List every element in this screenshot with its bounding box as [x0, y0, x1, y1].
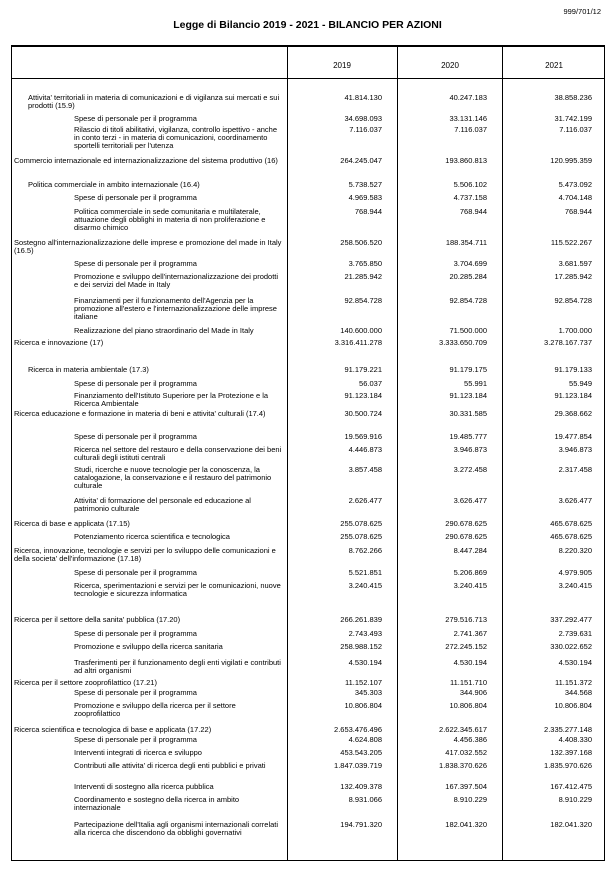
value-2021: 330.022.652 [550, 642, 592, 651]
value-2021: 92.854.728 [554, 296, 592, 305]
row-label: Ricerca per il settore della sanita' pubblica (17.20) [14, 615, 181, 624]
value-2020: 8.910.229 [453, 795, 487, 804]
value-2019: 140.600.000 [340, 326, 382, 335]
value-2020: 3.240.415 [453, 581, 487, 590]
row-label: Ricerca educazione e formazione in materia di beni e attivita' culturali (17.4) [14, 409, 266, 418]
value-2021: 344.568 [564, 688, 592, 697]
value-2020: 3.272.458 [453, 465, 487, 474]
value-2019: 194.791.320 [340, 820, 382, 829]
value-2020: 188.354.711 [445, 238, 487, 247]
value-2020: 3.333.650.709 [439, 338, 487, 347]
value-2019: 4.530.194 [348, 658, 382, 667]
value-2021: 19.477.854 [554, 432, 592, 441]
value-2019: 3.316.411.278 [334, 338, 382, 347]
value-2021: 2.739.631 [558, 629, 592, 638]
value-2021: 7.116.037 [559, 125, 592, 134]
value-2020: 2.622.345.617 [439, 725, 487, 734]
value-2019: 768.944 [354, 207, 382, 216]
value-2020: 279.516.713 [445, 615, 487, 624]
value-2019: 258.988.152 [340, 642, 382, 651]
value-2020: 91.179.175 [449, 365, 487, 374]
column-header-2021: 2021 [545, 61, 563, 70]
row-label: Commercio internazionale ed internazionalizzazione del sistema produttivo (16) [14, 156, 278, 165]
row-label: Ricerca e innovazione (17) [14, 338, 104, 347]
document-reference: 999/701/12 [563, 7, 601, 16]
value-2021: 182.041.320 [550, 820, 592, 829]
value-2021: 2.317.458 [558, 465, 592, 474]
value-2019: 34.698.093 [344, 114, 382, 123]
value-2019: 345.303 [354, 688, 382, 697]
value-2021: 167.412.475 [550, 782, 592, 791]
column-divider [397, 46, 398, 860]
value-2019: 5.738.527 [348, 180, 382, 189]
value-2021: 465.678.625 [550, 519, 592, 528]
row-label: Politica commerciale in sede comunitaria e multilaterale, attuazione degli obblighi in materia di non proliferazione e disarmo chimico [74, 207, 266, 233]
row-label: Interventi integrati di ricerca e sviluppo [74, 748, 202, 757]
value-2019: 10.806.804 [344, 701, 382, 710]
value-2020: 30.331.585 [449, 409, 487, 418]
row-label: Finanziamento dell'Istituto Superiore per la Protezione e la Ricerca Ambientale [74, 391, 269, 409]
value-2020: 167.397.504 [445, 782, 487, 791]
value-2019: 7.116.037 [349, 125, 382, 134]
row-label: Trasferimenti per il funzionamento degli enti vigilati e contributi ad altri organismi [74, 658, 281, 676]
row-label: Sostegno all'internazionalizzazione delle imprese e promozione del made in Italy (16.5) [14, 238, 282, 256]
row-label: Promozione e sviluppo dell'internazionalizzazione dei prodotti e dei servizi del Made in Italy [74, 272, 279, 290]
value-2021: 91.123.184 [554, 391, 592, 400]
value-2019: 255.078.625 [340, 519, 382, 528]
value-2020: 2.741.367 [453, 629, 487, 638]
value-2019: 2.626.477 [348, 496, 382, 505]
row-label: Attivita' territoriali in materia di comunicazioni e di vigilanza sui mercati e sui prodotti (15.9) [28, 93, 280, 111]
value-2020: 5.206.869 [453, 568, 487, 577]
value-2021: 4.704.148 [558, 193, 592, 202]
value-2021: 8.220.320 [558, 546, 592, 555]
value-2020: 8.447.284 [453, 546, 487, 555]
value-2020: 5.506.102 [453, 180, 487, 189]
row-label: Spese di personale per il programma [74, 379, 197, 388]
value-2019: 3.240.415 [348, 581, 382, 590]
value-2019: 2.653.476.496 [334, 725, 382, 734]
header-top-rule [12, 46, 604, 47]
value-2021: 91.179.133 [554, 365, 592, 374]
value-2020: 55.991 [464, 379, 487, 388]
header-bottom-rule [12, 78, 604, 79]
value-2019: 11.152.107 [345, 678, 382, 687]
value-2021: 8.910.229 [558, 795, 592, 804]
row-label: Coordinamento e sostegno della ricerca in ambito internazionale [74, 795, 240, 813]
value-2021: 5.473.092 [558, 180, 592, 189]
value-2020: 1.838.370.626 [439, 761, 487, 770]
value-2020: 19.485.777 [449, 432, 487, 441]
column-divider [502, 46, 503, 860]
value-2021: 4.408.330 [558, 735, 592, 744]
row-label: Spese di personale per il programma [74, 568, 197, 577]
value-2021: 29.368.662 [554, 409, 592, 418]
row-label: Ricerca scientifica e tecnologica di base e applicata (17.22) [14, 725, 212, 734]
value-2020: 4.737.158 [453, 193, 487, 202]
value-2019: 3.857.458 [348, 465, 382, 474]
value-2019: 255.078.625 [340, 532, 382, 541]
row-label: Spese di personale per il programma [74, 193, 197, 202]
value-2020: 272.245.152 [445, 642, 487, 651]
row-label: Ricerca per il settore zooprofilattico (17.21) [14, 678, 157, 687]
value-2020: 3.626.477 [453, 496, 487, 505]
value-2020: 71.500.000 [449, 326, 487, 335]
value-2020: 4.456.386 [453, 735, 487, 744]
value-2021: 115.522.267 [550, 238, 592, 247]
value-2019: 453.543.205 [340, 748, 382, 757]
page-title: Legge di Bilancio 2019 - 2021 - BILANCIO PER AZIONI [173, 19, 442, 31]
value-2020: 7.116.037 [454, 125, 487, 134]
value-2020: 417.032.552 [445, 748, 487, 757]
value-2021: 3.240.415 [558, 581, 592, 590]
value-2019: 266.261.839 [340, 615, 382, 624]
value-2020: 20.285.284 [449, 272, 487, 281]
column-divider [287, 46, 288, 860]
row-label: Studi, ricerche e nuove tecnologie per la conoscenza, la catalogazione, la conservazione e il restauro del patrimonio culturale [74, 465, 272, 491]
column-header-2020: 2020 [441, 61, 459, 70]
value-2021: 11.151.372 [555, 678, 592, 687]
row-label: Ricerca in materia ambientale (17.3) [28, 365, 149, 374]
value-2021: 337.292.477 [550, 615, 592, 624]
value-2019: 4.446.873 [348, 445, 382, 454]
value-2021: 10.806.804 [554, 701, 592, 710]
row-label: Spese di personale per il programma [74, 688, 197, 697]
value-2020: 193.860.813 [445, 156, 487, 165]
value-2019: 264.245.047 [340, 156, 382, 165]
value-2021: 3.626.477 [558, 496, 592, 505]
value-2021: 31.742.199 [554, 114, 592, 123]
value-2020: 92.854.728 [449, 296, 487, 305]
value-2019: 2.743.493 [348, 629, 382, 638]
value-2020: 3.946.873 [453, 445, 487, 454]
value-2020: 11.151.710 [450, 678, 487, 687]
value-2019: 8.762.266 [348, 546, 382, 555]
value-2020: 10.806.804 [449, 701, 487, 710]
value-2020: 290.678.625 [445, 519, 487, 528]
row-label: Spese di personale per il programma [74, 114, 197, 123]
value-2019: 3.765.850 [348, 259, 382, 268]
value-2019: 5.521.851 [348, 568, 382, 577]
value-2020: 33.131.146 [449, 114, 487, 123]
value-2020: 3.704.699 [453, 259, 487, 268]
value-2021: 38.858.236 [554, 93, 592, 102]
value-2021: 3.946.873 [558, 445, 592, 454]
row-label: Realizzazione del piano straordinario del Made in Italy [74, 326, 254, 335]
value-2019: 258.506.520 [340, 238, 382, 247]
row-label: Ricerca nel settore del restauro e della conservazione dei beni culturali degli istituti centrali [74, 445, 282, 463]
value-2021: 768.944 [564, 207, 592, 216]
value-2019: 91.123.184 [344, 391, 382, 400]
value-2019: 4.969.583 [348, 193, 382, 202]
value-2021: 1.835.970.626 [544, 761, 592, 770]
row-label: Spese di personale per il programma [74, 432, 197, 441]
value-2019: 132.409.378 [340, 782, 382, 791]
value-2019: 56.037 [359, 379, 382, 388]
value-2020: 40.247.183 [449, 93, 487, 102]
row-label: Attivita' di formazione del personale ed educazione al patrimonio culturale [74, 496, 251, 514]
value-2020: 290.678.625 [445, 532, 487, 541]
value-2019: 41.814.130 [344, 93, 382, 102]
value-2019: 19.569.916 [344, 432, 382, 441]
value-2020: 344.906 [459, 688, 487, 697]
row-label: Spese di personale per il programma [74, 735, 197, 744]
row-label: Partecipazione dell'Italia agli organismi internazionali correlati alla ricerca che discendono da obblighi governativi [74, 820, 279, 838]
value-2021: 120.995.359 [550, 156, 592, 165]
value-2019: 30.500.724 [344, 409, 382, 418]
value-2021: 4.979.905 [558, 568, 592, 577]
column-header-2019: 2019 [333, 61, 351, 70]
value-2019: 91.179.221 [344, 365, 382, 374]
row-label: Finanziamenti per il funzionamento dell'Agenzia per la promozione all'estero e l'internazionalizzazione delle imprese italiane [74, 296, 277, 322]
value-2021: 17.285.942 [554, 272, 592, 281]
row-label: Potenziamento ricerca scientifica e tecnologica [74, 532, 230, 541]
value-2021: 55.949 [569, 379, 592, 388]
value-2019: 4.624.808 [348, 735, 382, 744]
budget-table [11, 45, 605, 861]
value-2019: 21.285.942 [344, 272, 382, 281]
row-label: Spese di personale per il programma [74, 259, 197, 268]
row-label: Spese di personale per il programma [74, 629, 197, 638]
row-label: Ricerca di base e applicata (17.15) [14, 519, 130, 528]
row-label: Interventi di sostegno alla ricerca pubblica [74, 782, 214, 791]
value-2019: 8.931.066 [348, 795, 382, 804]
value-2021: 1.700.000 [558, 326, 592, 335]
value-2020: 182.041.320 [445, 820, 487, 829]
value-2021: 3.681.597 [558, 259, 592, 268]
value-2019: 92.854.728 [344, 296, 382, 305]
row-label: Ricerca, innovazione, tecnologie e servizi per lo sviluppo delle comunicazioni e della societa' dell'informazione (17.18) [14, 546, 276, 564]
value-2019: 1.847.039.719 [334, 761, 382, 770]
row-label: Contributi alle attivita' di ricerca degli enti pubblici e privati [74, 761, 266, 770]
row-label: Promozione e sviluppo della ricerca per il settore zooprofilattico [74, 701, 236, 719]
value-2020: 91.123.184 [449, 391, 487, 400]
value-2021: 465.678.625 [550, 532, 592, 541]
value-2021: 132.397.168 [550, 748, 592, 757]
row-label: Rilascio di titoli abilitativi, vigilanza, controllo ispettivo - anche in conto terzi - in materia di comunicazioni, coordinamento sportelli territoriali per l'utenza [74, 125, 278, 151]
value-2020: 4.530.194 [453, 658, 487, 667]
row-label: Ricerca, sperimentazioni e servizi per le comunicazioni, nuove tecnologie e sicurezza informatica [74, 581, 281, 599]
value-2021: 2.335.277.148 [544, 725, 592, 734]
row-label: Promozione e sviluppo della ricerca sanitaria [74, 642, 223, 651]
value-2021: 3.278.167.737 [544, 338, 592, 347]
value-2021: 4.530.194 [558, 658, 592, 667]
row-label: Politica commerciale in ambito internazionale (16.4) [28, 180, 200, 189]
value-2020: 768.944 [459, 207, 487, 216]
